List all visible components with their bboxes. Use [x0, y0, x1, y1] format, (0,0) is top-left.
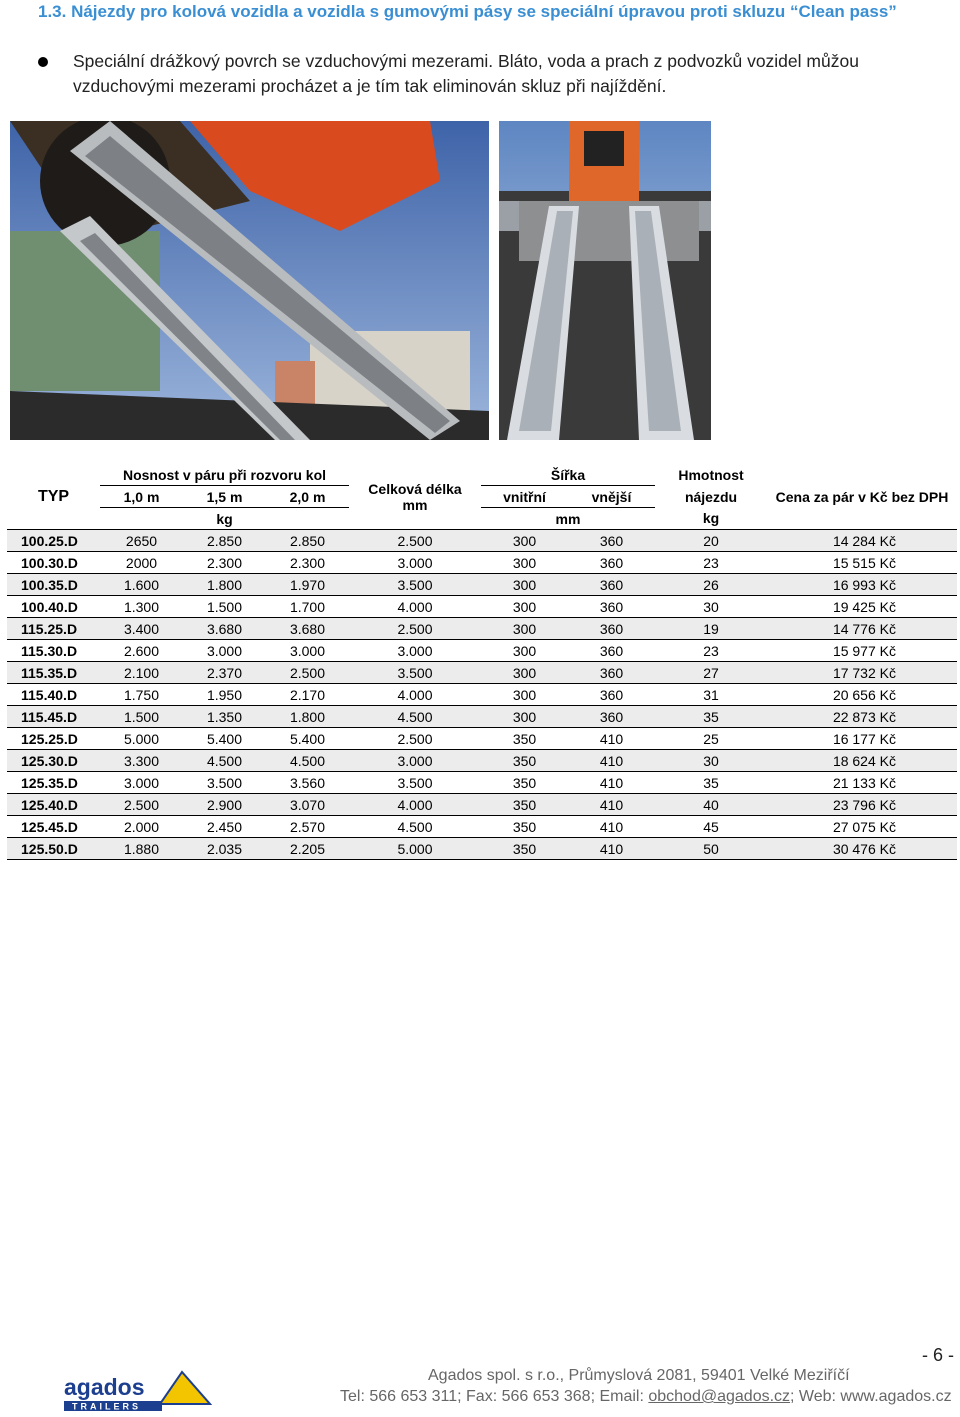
table-row — [7, 838, 957, 860]
cell-typ: 100.30.D — [7, 552, 100, 574]
cell-value: 1.500 — [183, 596, 266, 618]
cell-value: 40 — [655, 794, 767, 816]
cell-value: 410 — [568, 728, 655, 750]
cell-value: 300 — [481, 530, 568, 552]
header-hmotnost-2: nájezdu — [684, 488, 738, 505]
cell-value: 30 — [655, 750, 767, 772]
header-nosnost: Nosnost v páru při rozvoru kol — [100, 464, 349, 486]
svg-text:TRAILERS: TRAILERS — [72, 1401, 141, 1412]
cell-value: 2.900 — [183, 794, 266, 816]
cell-value: 4.500 — [266, 750, 349, 772]
cell-value: 3.300 — [100, 750, 183, 772]
cell-typ: 125.25.D — [7, 728, 100, 750]
cell-price: 30 476 Kč — [767, 838, 957, 860]
cell-value: 2000 — [100, 552, 183, 574]
cell-value: 50 — [655, 838, 767, 860]
cell-value: 350 — [481, 816, 568, 838]
cell-value: 360 — [568, 530, 655, 552]
table-row — [7, 552, 957, 574]
cell-value: 2.370 — [183, 662, 266, 684]
cell-value: 410 — [568, 750, 655, 772]
cell-value: 2.500 — [349, 530, 481, 552]
cell-value: 350 — [481, 794, 568, 816]
cell-value: 300 — [481, 574, 568, 596]
cell-typ: 100.35.D — [7, 574, 100, 596]
cell-value: 2.500 — [349, 728, 481, 750]
cell-value: 2.500 — [349, 618, 481, 640]
cell-value: 4.500 — [183, 750, 266, 772]
cell-typ: 125.50.D — [7, 838, 100, 860]
cell-value: 3.070 — [266, 794, 349, 816]
cell-value: 410 — [568, 816, 655, 838]
cell-value: 3.000 — [183, 640, 266, 662]
cell-value: 3.500 — [183, 772, 266, 794]
cell-value: 1.970 — [266, 574, 349, 596]
cell-price: 16 177 Kč — [767, 728, 957, 750]
cell-value: 3.680 — [183, 618, 266, 640]
cell-value: 2.850 — [266, 530, 349, 552]
cell-value: 5.400 — [266, 728, 349, 750]
header-vnitrni: vnitřní — [481, 486, 568, 508]
table-row — [7, 596, 957, 618]
cell-value: 4.500 — [349, 816, 481, 838]
intro-text: Speciální drážkový povrch se vzduchovými mezerami. Bláto, voda a prach z podvozků vozidel můžou vzduchovými mezerami procházet a je tím tak eliminován skluz při najíždění. — [73, 51, 859, 96]
cell-typ: 100.25.D — [7, 530, 100, 552]
cell-value: 26 — [655, 574, 767, 596]
cell-value: 300 — [481, 640, 568, 662]
cell-value: 35 — [655, 772, 767, 794]
cell-value: 1.300 — [100, 596, 183, 618]
cell-value: 360 — [568, 552, 655, 574]
cell-value: 2.500 — [100, 794, 183, 816]
table-row — [7, 640, 957, 662]
cell-value: 3.400 — [100, 618, 183, 640]
cell-value: 1.500 — [100, 706, 183, 728]
cell-value: 1.600 — [100, 574, 183, 596]
cell-value: 4.000 — [349, 596, 481, 618]
cell-value: 360 — [568, 684, 655, 706]
table-row — [7, 750, 957, 772]
cell-value: 27 — [655, 662, 767, 684]
cell-price: 17 732 Kč — [767, 662, 957, 684]
header-rozvor-1: 1,0 m — [100, 486, 183, 508]
cell-value: 300 — [481, 706, 568, 728]
cell-value: 410 — [568, 772, 655, 794]
cell-value: 5.000 — [100, 728, 183, 750]
cell-value: 3.000 — [266, 640, 349, 662]
cell-value: 19 — [655, 618, 767, 640]
table-row — [7, 706, 957, 728]
table-row — [7, 684, 957, 706]
cell-price: 14 776 Kč — [767, 618, 957, 640]
cell-value: 1.700 — [266, 596, 349, 618]
cell-price: 20 656 Kč — [767, 684, 957, 706]
cell-value: 3.000 — [349, 640, 481, 662]
cell-value: 1.350 — [183, 706, 266, 728]
cell-value: 2.300 — [266, 552, 349, 574]
cell-value: 2650 — [100, 530, 183, 552]
spec-table — [7, 464, 957, 860]
table-row — [7, 728, 957, 750]
table-row — [7, 530, 957, 552]
cell-price: 21 133 Kč — [767, 772, 957, 794]
cell-typ: 125.30.D — [7, 750, 100, 772]
cell-value: 360 — [568, 618, 655, 640]
email-link[interactable]: obchod@agados.cz — [648, 1388, 791, 1405]
table-row — [7, 618, 957, 640]
cell-value: 1.750 — [100, 684, 183, 706]
cell-value: 410 — [568, 838, 655, 860]
table-row — [7, 662, 957, 684]
cell-price: 15 515 Kč — [767, 552, 957, 574]
agados-logo — [62, 1368, 212, 1412]
cell-value: 2.570 — [266, 816, 349, 838]
cell-price: 19 425 Kč — [767, 596, 957, 618]
table-row — [7, 772, 957, 794]
cell-value: 25 — [655, 728, 767, 750]
table-row — [7, 816, 957, 838]
cell-value: 2.000 — [100, 816, 183, 838]
cell-typ: 115.25.D — [7, 618, 100, 640]
cell-price: 15 977 Kč — [767, 640, 957, 662]
cell-value: 20 — [655, 530, 767, 552]
cell-typ: 115.45.D — [7, 706, 100, 728]
header-typ: TYP — [37, 487, 70, 505]
cell-price: 27 075 Kč — [767, 816, 957, 838]
cell-value: 2.300 — [183, 552, 266, 574]
cell-typ: 125.45.D — [7, 816, 100, 838]
cell-value: 5.000 — [349, 838, 481, 860]
cell-value: 4.000 — [349, 794, 481, 816]
header-vnejsi: vnější — [568, 486, 655, 508]
cell-value: 360 — [568, 706, 655, 728]
cell-value: 1.800 — [183, 574, 266, 596]
cell-value: 23 — [655, 640, 767, 662]
cell-value: 1.880 — [100, 838, 183, 860]
cell-value: 4.500 — [349, 706, 481, 728]
cell-value: 2.500 — [266, 662, 349, 684]
header-hmotnost-3: kg — [702, 510, 720, 527]
cell-price: 23 796 Kč — [767, 794, 957, 816]
table-row — [7, 794, 957, 816]
header-delka: Celková délka mm — [368, 480, 462, 513]
cell-value: 35 — [655, 706, 767, 728]
svg-text:agados: agados — [64, 1374, 145, 1400]
ramp-photo-truck — [499, 121, 711, 440]
cell-value: 3.500 — [349, 662, 481, 684]
cell-typ: 115.35.D — [7, 662, 100, 684]
section-heading: 1.3. Nájezdy pro kolová vozidla a vozidla s gumovými pásy se speciální úpravou proti skluzu “Clean pass” — [38, 2, 897, 21]
cell-value: 360 — [568, 640, 655, 662]
cell-value: 2.035 — [183, 838, 266, 860]
cell-value: 23 — [655, 552, 767, 574]
cell-value: 3.500 — [349, 574, 481, 596]
cell-value: 300 — [481, 596, 568, 618]
cell-value: 2.450 — [183, 816, 266, 838]
cell-value: 2.850 — [183, 530, 266, 552]
cell-typ: 125.35.D — [7, 772, 100, 794]
cell-value: 2.600 — [100, 640, 183, 662]
header-hmotnost: Hmotnost — [678, 466, 744, 483]
cell-value: 350 — [481, 772, 568, 794]
header-unit-kg: kg — [216, 510, 233, 527]
cell-value: 300 — [481, 552, 568, 574]
header-sirka: Šířka — [481, 464, 655, 486]
cell-value: 3.000 — [349, 552, 481, 574]
cell-value: 2.170 — [266, 684, 349, 706]
cell-value: 45 — [655, 816, 767, 838]
cell-typ: 100.40.D — [7, 596, 100, 618]
cell-typ: 125.40.D — [7, 794, 100, 816]
header-rozvor-3: 2,0 m — [266, 486, 349, 508]
cell-value: 2.100 — [100, 662, 183, 684]
cell-value: 1.800 — [266, 706, 349, 728]
cell-value: 300 — [481, 662, 568, 684]
footer-contacts: Tel: 566 653 311; Fax: 566 653 368; Email: obchod@agados.cz; Web: www.agados.cz — [340, 1388, 952, 1405]
cell-value: 360 — [568, 662, 655, 684]
cell-price: 14 284 Kč — [767, 530, 957, 552]
cell-value: 300 — [481, 618, 568, 640]
header-cena: Cena za pár v Kč bez DPH — [775, 488, 949, 505]
cell-value: 3.500 — [349, 772, 481, 794]
cell-value: 3.000 — [100, 772, 183, 794]
cell-typ: 115.30.D — [7, 640, 100, 662]
cell-value: 1.950 — [183, 684, 266, 706]
cell-value: 300 — [481, 684, 568, 706]
cell-value: 30 — [655, 596, 767, 618]
cell-value: 350 — [481, 728, 568, 750]
cell-value: 350 — [481, 838, 568, 860]
cell-value: 5.400 — [183, 728, 266, 750]
cell-typ: 115.40.D — [7, 684, 100, 706]
table-row — [7, 574, 957, 596]
cell-value: 360 — [568, 574, 655, 596]
page-number: - 6 - — [921, 1345, 954, 1365]
cell-value: 2.205 — [266, 838, 349, 860]
footer-address: Agados spol. s r.o., Průmyslová 2081, 59401 Velké Meziříčí — [428, 1367, 850, 1384]
cell-price: 18 624 Kč — [767, 750, 957, 772]
cell-value: 360 — [568, 596, 655, 618]
cell-value: 31 — [655, 684, 767, 706]
cell-value: 3.680 — [266, 618, 349, 640]
bullet-icon — [38, 57, 48, 67]
header-rozvor-2: 1,5 m — [183, 486, 266, 508]
cell-value: 3.560 — [266, 772, 349, 794]
cell-price: 22 873 Kč — [767, 706, 957, 728]
cell-value: 410 — [568, 794, 655, 816]
ramp-photo-closeup — [10, 121, 489, 440]
cell-value: 4.000 — [349, 684, 481, 706]
cell-value: 350 — [481, 750, 568, 772]
cell-value: 3.000 — [349, 750, 481, 772]
cell-price: 16 993 Kč — [767, 574, 957, 596]
header-unit-mm: mm — [555, 510, 581, 527]
